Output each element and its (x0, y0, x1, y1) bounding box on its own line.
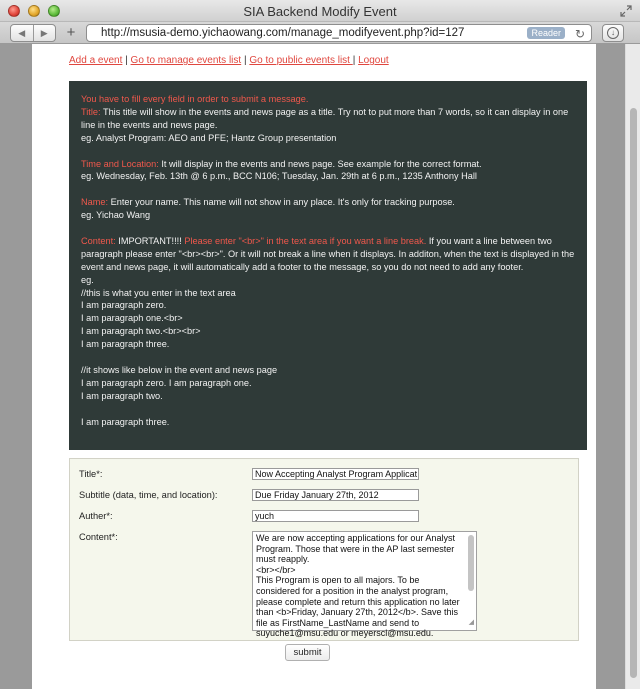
reload-icon[interactable]: ↻ (574, 27, 585, 41)
content-instruction-important: IMPORTANT!!!! (115, 235, 185, 246)
page-scrollbar[interactable] (625, 44, 640, 689)
content-eg: eg. (81, 274, 94, 285)
link-separator: | (125, 55, 128, 66)
window-title: SIA Backend Modify Event (243, 4, 397, 19)
web-viewport (0, 44, 640, 689)
time-instructions (81, 158, 577, 184)
time-instruction-text: It will display in the events and news page. See example for the correct format. (158, 158, 482, 169)
result-line: I am paragraph three. (81, 416, 170, 427)
content-instruction-highlight: Please enter "<br>" in the text area if you want a line break. (184, 235, 427, 246)
result-line: //it shows like below in the event and news page (81, 364, 278, 375)
author-input[interactable] (252, 510, 419, 522)
manage-events-link[interactable]: Go to manage events list (130, 55, 242, 66)
link-separator: | (352, 55, 356, 66)
textarea-scroll-thumb[interactable] (468, 535, 474, 591)
content-instruction-text: If you want a line between two paragraph please enter "<br><br>". Or it will not break a line when it displays. In additon, when the text is displayed in the event and news page, it will automatically add a footer to the message, so you do not need to add any footer. (81, 235, 575, 272)
instructions-header: You have to fill every field in order to submit a message. (81, 94, 309, 104)
result-example (81, 364, 577, 403)
title-instruction-label: Title: (81, 106, 101, 117)
url-text: http://msusia-demo.yichaowang.com/manage_modifyevent.php?id=127 (101, 27, 465, 39)
downloads-button[interactable] (602, 24, 624, 42)
submit-button[interactable]: submit (285, 644, 330, 661)
content-textarea[interactable] (252, 531, 477, 639)
back-button[interactable]: ◀ (18, 27, 26, 38)
title-bar (0, 0, 640, 22)
resize-grip-icon[interactable]: ◢ (468, 619, 474, 627)
name-instruction-label: Name: (81, 197, 109, 208)
add-event-link[interactable]: Add a event (69, 55, 123, 66)
browser-toolbar (0, 22, 640, 44)
time-instruction-label: Time and Location: (81, 158, 159, 169)
textarea-scrollbar[interactable] (467, 533, 475, 629)
public-events-link[interactable]: Go to public events list (249, 55, 353, 66)
address-bar[interactable] (86, 24, 592, 42)
title-label: Title*: (79, 469, 103, 479)
name-instructions (81, 196, 577, 222)
name-instruction-text: Enter your name. This name will not show in any place. It's only for tracking purpose. (108, 197, 455, 208)
result-line: I am paragraph two. (81, 390, 163, 401)
author-label: Auther*: (79, 511, 113, 521)
history-nav (10, 24, 56, 42)
event-form (69, 458, 579, 641)
content-instructions (81, 235, 577, 351)
reader-button[interactable]: Reader (527, 27, 565, 39)
title-instruction-text: This title will show in the events and news page as a title. Try not to put more than 7 words, so it can display in one line in the events and news page. (81, 106, 569, 130)
page-content (32, 44, 596, 689)
content-textarea-value: We are now accepting applications for our Analyst Program. Those that were in the AP last semester must reapply. <br></br> This Program is open to all majors. To be considered for a position in the analyst program, please complete and return this application no later than <b>Friday, January 27th, 2012</b>. Save this file as FirstName_LastName and send to suyuche1@msu.edu or meyerscl@msu.edu. (256, 533, 460, 639)
subtitle-input[interactable] (252, 489, 419, 501)
fullscreen-icon[interactable] (620, 5, 632, 17)
download-icon: ↓ (607, 27, 619, 39)
title-input[interactable] (252, 468, 419, 480)
example-line: //this is what you enter in the text area (81, 287, 236, 298)
add-tab-button[interactable]: + (66, 24, 76, 41)
title-instructions (81, 106, 577, 145)
example-line: I am paragraph one.<br> (81, 313, 183, 324)
forward-button[interactable]: ▶ (33, 25, 56, 41)
result-line: I am paragraph zero. I am paragraph one. (81, 377, 252, 388)
example-line: I am paragraph two.<br><br> (81, 326, 201, 337)
title-instruction-example: eg. Analyst Program: AEO and PFE; Hantz Group presentation (81, 132, 337, 143)
link-separator: | (243, 55, 247, 66)
instructions-panel (69, 81, 587, 450)
example-line: I am paragraph zero. (81, 300, 167, 311)
name-instruction-example: eg. Yichao Wang (81, 210, 151, 221)
top-links (69, 55, 389, 66)
content-instruction-label: Content: (81, 235, 116, 246)
subtitle-label: Subtitle (data, time, and location): (79, 490, 218, 500)
content-label: Content*: (79, 532, 118, 542)
page-scroll-thumb[interactable] (630, 108, 637, 678)
logout-link[interactable]: Logout (358, 55, 389, 66)
time-instruction-example: eg. Wednesday, Feb. 13th @ 6 p.m., BCC N106; Tuesday, Jan. 29th at 6 p.m., 1235 Anthony Hall (81, 171, 477, 182)
example-line: I am paragraph three. (81, 339, 170, 350)
